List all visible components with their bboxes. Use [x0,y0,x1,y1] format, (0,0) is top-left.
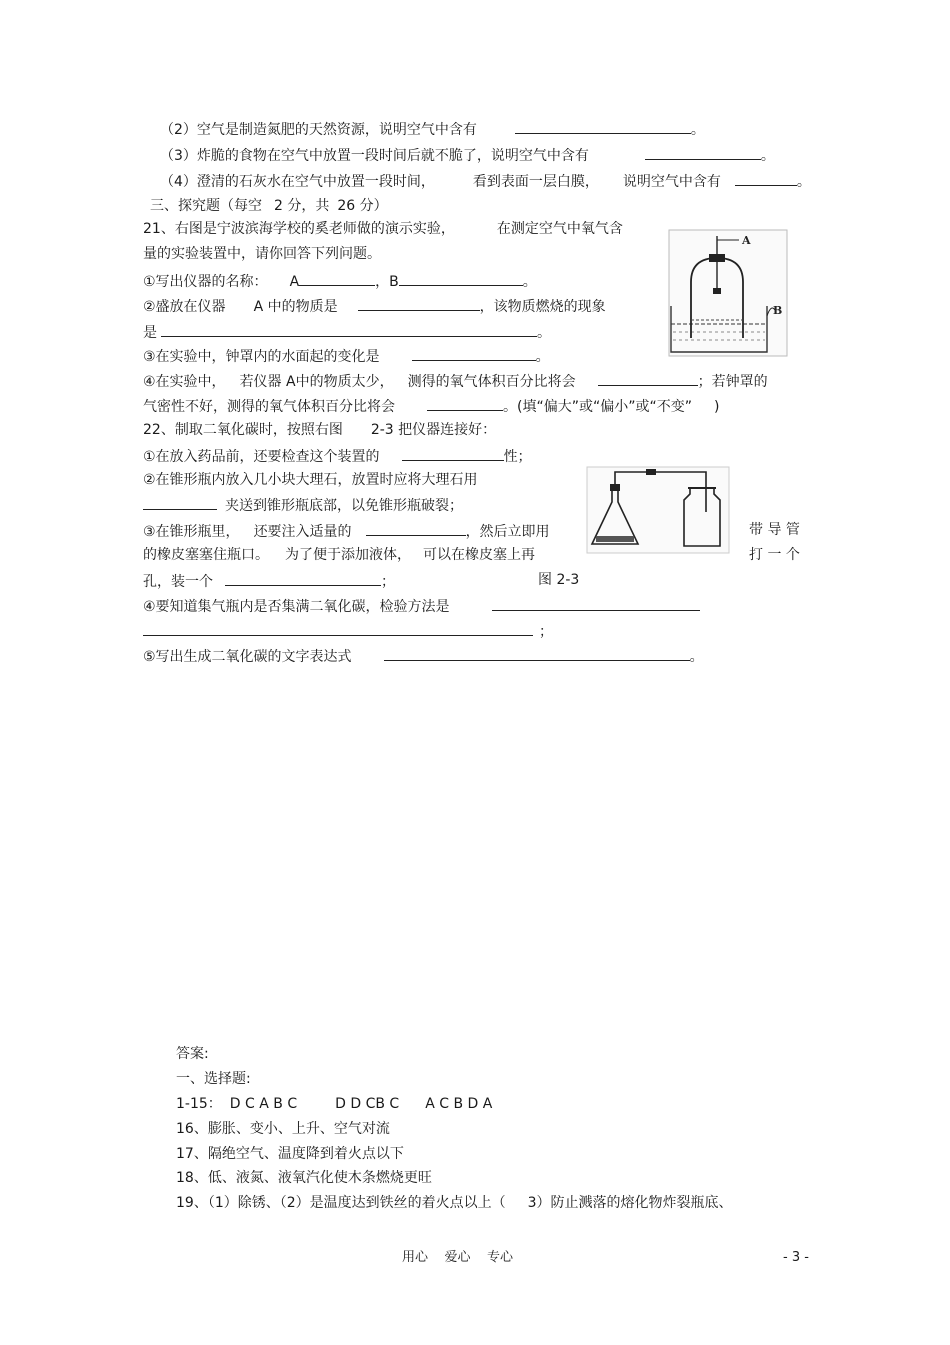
q21-p2-a: ②盛放在仪器 [143,299,226,315]
answers-title: 答案: [176,1046,209,1062]
q20-2-end: 。 [690,122,705,138]
q21-p1-text: ①写出仪器的名称： [143,274,268,290]
q21-p1-end: 。 [522,274,537,290]
answer-blank[interactable] [402,445,504,461]
q21-p2-end: 。 [537,325,551,341]
answers-group-1: D C A B C [229,1096,298,1112]
q22-p5-text: ⑤写出生成二氧化碳的文字表达式 [143,649,352,665]
bell-jar-apparatus-figure [667,228,789,358]
q22-p1-end: 性； [503,449,532,465]
q22-part4 [143,595,700,617]
q22-part3-line2 [143,545,535,565]
q22-part3 [143,520,550,542]
q21-p2-c: ，该物质燃烧的现象 [479,299,606,315]
q22-part3-line2-right: 打 一 个 [749,547,800,563]
q22-p3-line2-a: 的橡皮塞塞住瓶口。 [143,547,269,563]
q20-2-line [160,118,705,140]
answer-17: 17、隔绝空气、温度降到着火点以下 [176,1146,404,1162]
q22-intro-a: 22、制取二氧化碳时，按照右图 [143,422,343,438]
answer-19-b: 3）防止溅落的熔化物炸裂瓶底、 [527,1195,733,1211]
q21-p4-end: 。(填“偏大”或“偏小”或“不变” [503,399,692,415]
answer-19-a: 19、（1）除锈、（2）是温度达到铁丝的着火点以上（ [176,1195,506,1211]
q22-p3-c: ，然后立即用 [465,524,550,540]
figure-caption: 图 2-3 [538,572,580,588]
answer-blank[interactable] [384,645,690,661]
q21-p4-c: 测得的氧气体积百分比将会 [407,374,576,390]
q20-4-part-b: 看到表面一层白膜， [472,174,599,190]
q22-part1 [143,445,532,467]
answer-blank[interactable] [735,170,797,186]
q21-p4-a: ④在实验中， [143,374,226,390]
page-number: - 3 - [783,1250,809,1265]
answer-blank[interactable] [143,494,217,510]
co2-apparatus-figure [586,466,730,554]
q20-4-end: 。 [796,174,811,190]
q20-4-part-c: 说明空气中含有 [622,174,721,190]
q21-p1-A: A [289,274,300,290]
q21-part2 [143,295,606,317]
answer-blank[interactable] [645,144,761,160]
fig-label-a: A [742,234,751,247]
section3-c: 26 分） [337,198,388,214]
q22-part5 [143,645,704,667]
q22-p4-end: ； [539,624,553,640]
q21-part1 [143,270,537,292]
answer-19 [176,1193,733,1213]
answers-group-2: D D CB C [335,1096,400,1112]
q20-3-text: （3）炸脆的食物在空气中放置一段时间后就不脆了，说明空气中含有 [160,148,589,164]
q22-part2-line2 [143,494,463,516]
answer-blank[interactable] [358,295,480,311]
q21-intro-b: 在测定空气中氧气含 [496,221,623,237]
section3-b: 2 分，共 [274,198,330,214]
q22-p4-text: ④要知道集气瓶内是否集满二氧化碳，检验方法是 [143,599,450,615]
q20-2-text: （2）空气是制造氮肥的天然资源，说明空气中含有 [160,122,477,138]
answer-blank[interactable] [515,118,691,134]
q22-part3-right: 带 导 管 [749,522,800,538]
answer-16: 16、膨胀、变小、上升、空气对流 [176,1121,390,1137]
q22-part2: ②在锥形瓶内放入几小块大理石，放置时应将大理石用 [143,472,478,488]
answer-blank[interactable] [366,520,466,536]
q21-p4-d: ；若钟罩的 [697,374,768,390]
q22-part3-line3 [143,570,395,592]
q21-p1-sep: ，B [375,274,399,290]
q21-p2-line2: 是 [143,325,157,341]
q22-p1-a: ①在放入药 [143,449,212,465]
answer-blank[interactable] [427,395,503,411]
answer-blank[interactable] [412,345,536,361]
section3-a: 三、探究题（每空 [150,198,262,214]
answer-18: 18、低、液氮、液氧汽化使木条燃烧更旺 [176,1170,432,1186]
answer-blank-a[interactable] [299,270,375,286]
q21-intro-line2: 量的实验装置中，请你回答下列问题。 [143,246,381,262]
q22-p3-b: 还要注入适量的 [253,524,352,540]
q22-intro [143,420,496,440]
q20-3-end: 。 [760,148,775,164]
q22-p2-line2: 夹送到锥形瓶底部，以免锥形瓶破裂； [225,498,463,514]
q21-part2-line2 [143,321,551,343]
q22-p5-end: 。 [689,649,704,665]
q22-p3-line2-c: 可以在橡皮塞上再 [423,547,535,563]
answers-section-1: 一、选择题: [176,1071,251,1087]
q22-intro-b: 2-3 把仪器连接好： [370,422,497,438]
answers-group-3: A C B D A [425,1096,493,1112]
answer-blank[interactable] [161,321,537,337]
answer-blank[interactable] [598,370,698,386]
section-3-heading [150,196,388,216]
q20-3-line [160,144,775,166]
answer-blank-b[interactable] [399,270,523,286]
q20-4-part-a: （4）澄清的石灰水在空气中放置一段时间， [160,174,435,190]
q22-p1-b: 品前，还要检查这个装置的 [211,449,380,465]
q21-part3 [143,345,550,367]
answer-blank[interactable] [492,595,700,611]
q22-p3-line2-b: 为了便于添加液体， [285,547,411,563]
answers-1-15 [176,1094,492,1114]
answers-1-15-label: 1-15： [176,1096,222,1112]
q22-p3-line3-a: 孔，装一个 [143,574,213,590]
answer-blank[interactable] [225,570,381,586]
q21-p4-close: ) [713,399,720,415]
q21-part4-line2 [143,395,719,417]
q21-p4-line2: 气密性不好，测得的氧气体积百分比将会 [143,399,395,415]
q21-part4 [143,370,768,392]
q22-part4-line2 [143,620,553,642]
fig-label-b: B [773,304,783,317]
q21-intro-a: 21、右图是宁波滨海学校的奚老师做的演示实验， [143,221,455,237]
q21-p2-b: A 中的物质是 [253,299,338,315]
q22-p3-a: ③在锥形瓶里， [143,524,240,540]
q21-p3-end: 。 [535,349,550,365]
q21-p3-text: ③在实验中，钟罩内的水面起的变化是 [143,349,380,365]
answer-blank[interactable] [143,620,533,636]
q22-p3-line3-b: ； [381,574,395,590]
q20-4-line [160,170,811,192]
q21-p4-b: 若仪器 A中的物质太少， [239,374,394,390]
q21-intro [143,219,623,239]
footer-motto: 用心 爱心 专心 [402,1250,514,1265]
